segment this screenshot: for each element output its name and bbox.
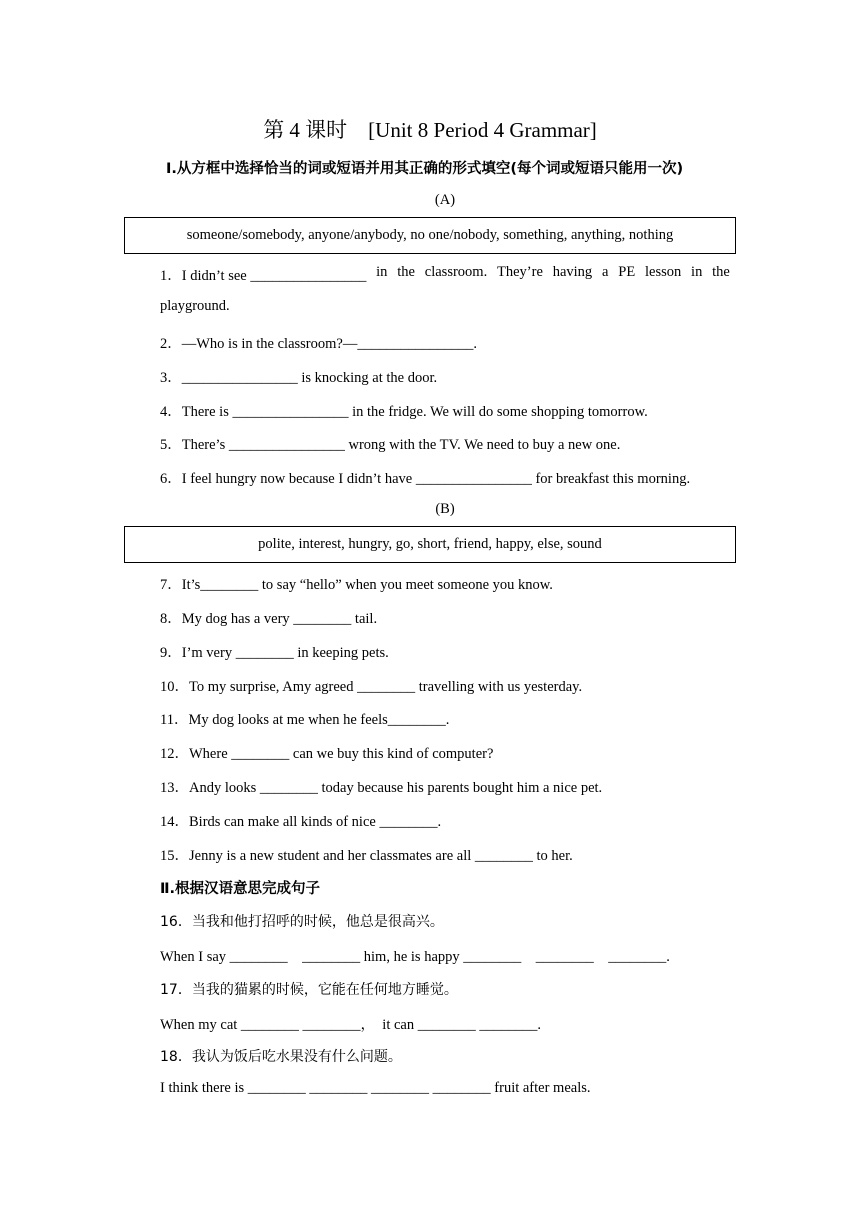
question-2: 2．—Who is in the classroom?—________________.	[160, 336, 477, 352]
part-b-word-list: polite, interest, hungry, go, short, friend, happy, else, sound	[258, 536, 602, 552]
question-18-english: I think there is ________ ________ ________ ________ fruit after meals.	[160, 1080, 591, 1096]
part-a-word-box	[124, 217, 736, 254]
question-4: 4．There is ________________ in the fridge. We will do some shopping tomorrow.	[160, 404, 648, 420]
q1-word: classroom.	[424, 264, 488, 280]
q1-word: the	[712, 264, 730, 280]
question-6: 6．I feel hungry now because I didn’t have ________________ for breakfast this morning.	[160, 471, 691, 487]
question-12: 12．Where ________ can we buy this kind of computer?	[160, 746, 494, 762]
question-7: 7．It’s________ to say “hello” when you meet someone you know.	[160, 577, 553, 593]
q1-word: 1．I didn’t see ________________	[160, 268, 367, 284]
section-1-heading: Ⅰ.从方框中选择恰当的词或短语并用其正确的形式填空(每个词或短语只能用一次)	[166, 161, 684, 177]
question-9: 9．I’m very ________ in keeping pets.	[160, 645, 389, 661]
question-15: 15．Jenny is a new student and her classmates are all ________ to her.	[160, 848, 573, 864]
question-16-chinese: 16．当我和他打招呼的时候，他总是很高兴。	[160, 914, 444, 930]
q1-word: They’re	[497, 264, 543, 280]
part-b-label: (B)	[435, 501, 455, 517]
question-11: 11．My dog looks at me when he feels________.	[160, 712, 450, 728]
question-16-english: When I say ________ ________ him, he is happy ________ ________ ________.	[160, 949, 670, 965]
page-title: 第 4 课时 [Unit 8 Period 4 Grammar]	[263, 118, 597, 142]
question-18-chinese: 18．我认为饭后吃水果没有什么问题。	[160, 1049, 402, 1065]
part-a-label: (A)	[434, 192, 456, 208]
question-17-english: When my cat ________ ________， it can ________ ________.	[160, 1017, 541, 1033]
q1-word: having	[552, 264, 593, 280]
q1-word: lesson	[644, 264, 682, 280]
q1-word: a	[602, 264, 609, 280]
question-13: 13．Andy looks ________ today because his parents bought him a nice pet.	[160, 780, 603, 796]
question-17-chinese: 17．当我的猫累的时候，它能在任何地方睡觉。	[160, 982, 458, 998]
question-1-continued: playground.	[160, 298, 230, 314]
part-a-word-list: someone/somebody, anyone/anybody, no one/nobody, something, anything, nothing	[186, 227, 674, 243]
question-10: 10．To my surprise, Amy agreed ________ travelling with us yesterday.	[160, 679, 583, 695]
question-1	[160, 264, 730, 285]
part-b-word-box	[124, 526, 736, 563]
section-2-heading: Ⅱ.根据汉语意思完成句子	[160, 881, 321, 897]
q1-word: the	[397, 264, 415, 280]
q1-word: in	[376, 264, 388, 280]
question-14: 14．Birds can make all kinds of nice ________.	[160, 814, 442, 830]
q1-word: PE	[618, 264, 636, 280]
question-5: 5．There’s ________________ wrong with the TV. We need to buy a new one.	[160, 437, 621, 453]
question-8: 8．My dog has a very ________ tail.	[160, 611, 378, 627]
q1-word: in	[691, 264, 703, 280]
question-3: 3．________________ is knocking at the door.	[160, 370, 438, 386]
